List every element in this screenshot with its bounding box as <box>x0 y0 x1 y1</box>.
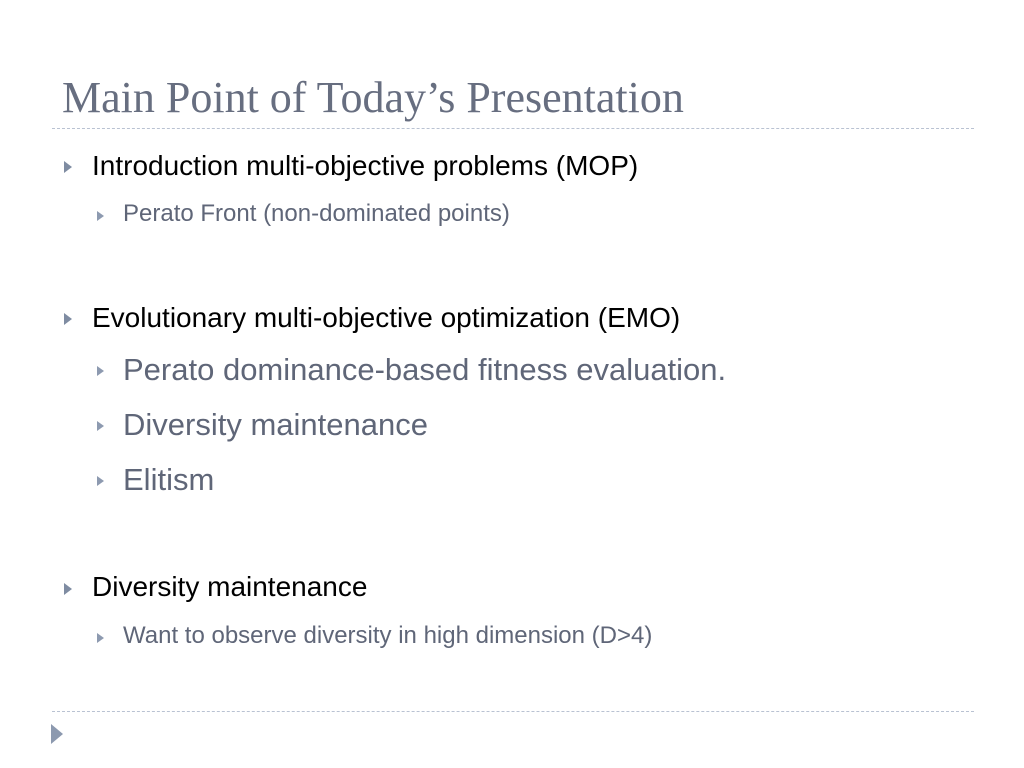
slide-title: Main Point of Today’s Presentation <box>62 73 684 122</box>
triangle-bullet-icon <box>97 476 104 486</box>
bullet-diversity-maintenance: Diversity maintenance <box>92 571 368 602</box>
sub-bullet-diversity-maintenance: Diversity maintenance <box>123 407 428 442</box>
triangle-bullet-icon <box>97 633 104 643</box>
triangle-bullet-icon <box>97 211 104 221</box>
bullet-introduction-mop: Introduction multi-objective problems (MOP) <box>92 150 639 181</box>
triangle-bullet-icon <box>64 161 72 173</box>
triangle-bullet-icon <box>97 366 104 376</box>
next-slide-icon[interactable] <box>51 724 63 744</box>
sub-bullet-perato-dominance: Perato dominance-based fitness evaluation. <box>123 352 727 387</box>
footer-divider <box>52 711 974 712</box>
triangle-bullet-icon <box>64 583 72 595</box>
bullet-evolutionary-emo: Evolutionary multi-objective optimization (EMO) <box>92 302 681 333</box>
sub-bullet-perato-front: Perato Front (non-dominated points) <box>123 200 510 227</box>
sub-bullet-elitism: Elitism <box>123 462 215 497</box>
triangle-bullet-icon <box>64 313 72 325</box>
title-divider <box>52 128 974 129</box>
triangle-bullet-icon <box>97 421 104 431</box>
sub-bullet-high-dimension: Want to observe diversity in high dimension (D>4) <box>123 622 653 649</box>
